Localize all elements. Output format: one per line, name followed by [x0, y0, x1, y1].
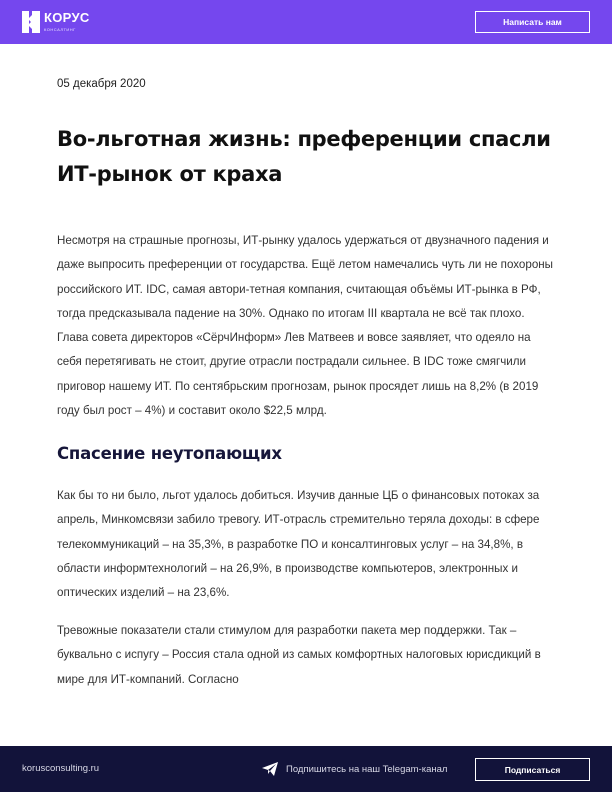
article-title: Во-льготная жизнь: преференции спасли ИТ-рынок от краха — [57, 127, 551, 186]
telegram-icon — [262, 762, 278, 776]
company-logo[interactable] — [22, 11, 90, 33]
section-paragraph: Тревожные показатели стали стимулом для разработки пакета мер поддержки. Так – буквально с испугу – Россия стала одной из самых комфортных налоговых юрисдикций в мире для ИТ-компаний. Согласно — [57, 624, 541, 686]
site-link[interactable]: korusconsulting.ru — [22, 763, 100, 774]
article-paragraph: Несмотря на страшные прогнозы, ИТ-рынку удалось удержаться от двузначного падения и даже выпросить преференции от государства. Ещё летом намечались чуть ли не похороны российского ИТ. IDC, самая автори-тетная компания, считающая объёмы ИТ-рынка в РФ, тогда предсказывала падение на 30%. Однако по итогам III квартала не всё так плохо. Глава совета директоров «СёрчИнформ» Лев Матвеев и вовсе заявляет, что одеяло на себя перетягивать не стоит, другие отрасли пострадали сильнее. В IDC тоже смягчили приговор нашему ИТ. По сентябрьским прогнозам, рынок просядет лишь на 8,2% (в 2019 году был рост – 4%) и составит около $22,5 млрд. — [57, 234, 554, 418]
korus-logo-icon — [22, 11, 40, 33]
contact-us-button[interactable]: Написать нам — [475, 11, 590, 33]
telegram-promo[interactable] — [262, 762, 447, 776]
subscribe-button[interactable]: Подписаться — [475, 758, 590, 781]
telegram-text: Подпишитесь на наш Telegam-канал — [286, 763, 448, 775]
section-paragraph: Как бы то ни было, льгот удалось добиться. Изучив данные ЦБ о финансовых потоках за апрель, Минкомсвязи забило тревогу. ИТ-отрасль стремительно теряла доходы: в сфере телекоммуникаций – на 35,3%, в разработке ПО и консалтинговых услуг – на 34,8%, в области информтехнологий – на 26,9%, в производстве компьютеров, электронных и оптических изделий – на 23,6%. — [57, 489, 540, 600]
logo-name: КОРУС — [44, 10, 90, 25]
header-bar — [0, 0, 612, 44]
logo-subtitle: КОНСАЛТИНГ — [44, 27, 76, 32]
section-heading: Спасение неутопающих — [57, 444, 282, 463]
footer-bar — [0, 746, 612, 792]
article-date: 05 декабря 2020 — [57, 78, 146, 90]
